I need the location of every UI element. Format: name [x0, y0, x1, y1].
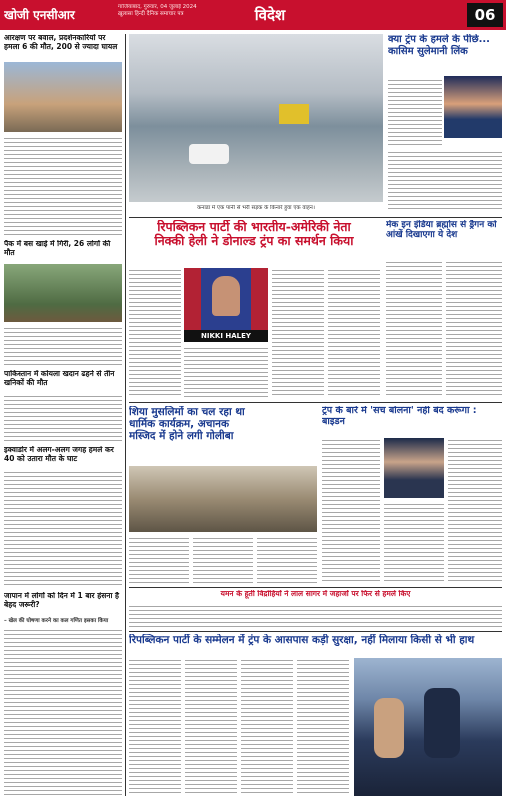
haley-body-a — [129, 268, 181, 398]
trump-body-b — [388, 150, 502, 212]
vehicle — [189, 144, 229, 164]
story5-headline: जापान में लोगों को दिन में 1 बार हंसना है बेहद जरूरी? — [4, 592, 119, 609]
convention-figure-b — [424, 688, 460, 758]
story2-body — [4, 326, 122, 366]
road-sign — [279, 104, 309, 124]
yemen-body — [129, 604, 502, 628]
section-title: विदेश — [254, 6, 286, 24]
convention-headline: रिपब्लिकन पार्टी के सम्मेलन में ट्रंप के आसपास कड़ी सुरक्षा, नहीं मिलाया किसी से भी हाथ — [129, 634, 475, 646]
haley-headline-line1: रिपब्लिकन पार्टी की भारतीय-अमेरिकी नेता — [157, 220, 351, 234]
story4-headline: इक्वाडोर में अलग-अलग जगह हमले कर 40 को उतारा मौत के घाट — [4, 446, 114, 463]
make-india-headline: मेक इन इंडिया ब्रह्मोस से ड्रैगन को आंखें दिखाएगा ये देश — [386, 220, 497, 241]
mosque-headline-line2: धार्मिक कार्यक्रम, अचानक — [129, 418, 230, 431]
mosque-body-a — [129, 536, 189, 584]
haley-headline — [129, 220, 379, 262]
story1-body — [4, 136, 122, 236]
biden-body-b — [384, 502, 444, 584]
haley-body-d — [328, 268, 380, 398]
biden-body-c — [448, 438, 502, 584]
mosque-headline — [129, 406, 317, 462]
convention-figure-a — [374, 698, 404, 758]
haley-body-c — [272, 268, 324, 398]
convention-body-d — [297, 658, 349, 796]
flood-photo — [129, 34, 383, 202]
biden-photo — [384, 438, 444, 498]
mosque-photo — [129, 466, 317, 532]
haley-photo — [184, 268, 268, 342]
edition-date: गाजियाबाद, गुरुवार, 04 जुलाई 2024 — [118, 4, 197, 10]
trump-headline: क्या ट्रंप के हमले के पीछे... कासिम सुलेमानी लिंक — [388, 34, 490, 57]
story3-headline: पाकिस्तान में कोयला खदान ढहने से तीन खनिकों की मौत — [4, 370, 115, 387]
brand-logo: खोजी एनसीआर — [4, 8, 75, 22]
section-rule-3 — [129, 587, 502, 588]
haley-headline-line2: निक्की हेली ने डोनाल्ड ट्रंप का समर्थन किया — [154, 233, 354, 249]
convention-body-a — [129, 658, 181, 796]
section-rule-4 — [129, 631, 502, 632]
mosque-body-b — [193, 536, 253, 584]
biden-body-a — [322, 438, 380, 584]
mosque-headline-line1: शिया मुसलिमों का चल रहा था — [129, 406, 245, 418]
section-rule — [129, 217, 502, 218]
bus-accident-photo — [4, 264, 122, 322]
convention-body-c — [241, 658, 293, 796]
haley-body-b — [184, 346, 268, 398]
haley-banner: NIKKI HALEY — [184, 330, 268, 342]
mosque-body-c — [257, 536, 317, 584]
story5-body — [4, 628, 122, 796]
story2-headline: पैक में बस खाई में गिरी, 26 लोगों की मौत — [4, 240, 111, 257]
protest-photo — [4, 62, 122, 132]
section-rule-2 — [129, 402, 502, 403]
haley-figure — [212, 276, 240, 316]
story1-headline: आरक्षण पर बवाल, प्रदर्शनकारियों पर हमला 6 की मौत, 200 से ज्यादा घायल — [4, 34, 118, 51]
story4-body — [4, 470, 122, 586]
convention-body-b — [185, 658, 237, 796]
trump-photo — [444, 76, 502, 138]
story5-subhead: – खेल की घोषणा करने का कल गणित इसका किया — [4, 618, 109, 624]
make-india-body-a — [386, 260, 442, 398]
yemen-headline: यमन के हूती विद्रोहियों ने लाल सागर में जहाजों पर फिर से हमले किए — [220, 590, 411, 598]
mosque-headline-line3: मस्जिद में होने लगी गोलीबा — [129, 430, 234, 443]
trump-body-a — [388, 78, 442, 148]
edition-tagline: ख़ुलासा हिन्दी दैनिक समाचार पत्र — [118, 11, 184, 17]
story3-body — [4, 394, 122, 442]
make-india-body-b — [446, 260, 502, 398]
column-divider — [125, 34, 126, 796]
biden-headline: ट्रंप के बारे में 'सच बोलना' नहीं बंद करूंगा : बाइडन — [322, 406, 477, 427]
page-number: 06 — [467, 3, 503, 27]
convention-photo — [354, 658, 502, 796]
flood-caption: कनाडा में एक पानी से भरी सड़क के किनारे हुवा एक वाहन। — [197, 205, 315, 211]
